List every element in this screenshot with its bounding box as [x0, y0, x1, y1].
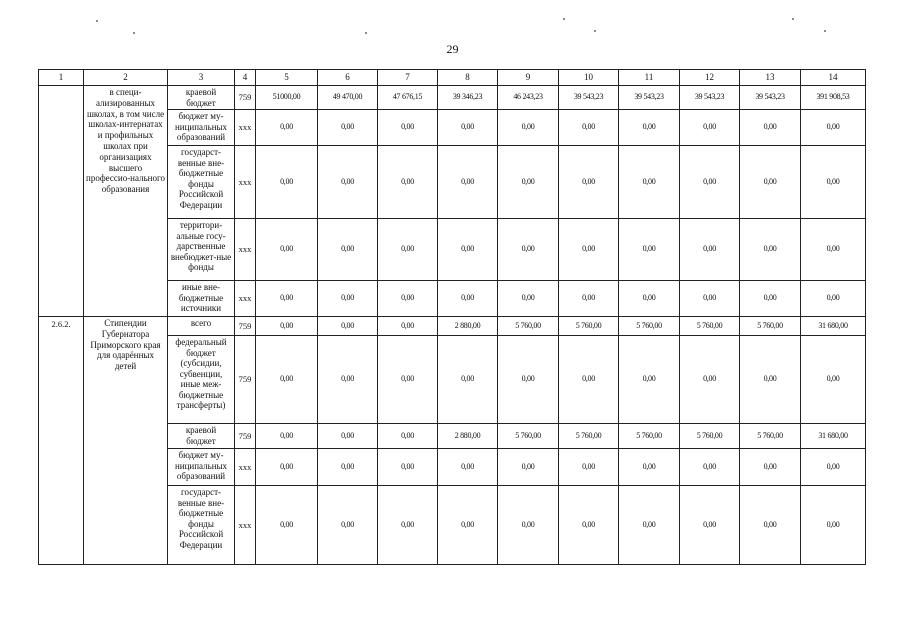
value-cell: 0,00 — [801, 219, 866, 281]
value-cell: 0,00 — [559, 110, 619, 146]
value-cell: 31 680,00 — [801, 317, 866, 336]
table-row — [39, 86, 866, 110]
value-cell: 5 760,00 — [740, 424, 801, 449]
value-cell: 0,00 — [318, 219, 378, 281]
value-cell: 5 760,00 — [559, 317, 619, 336]
column-header: 1 — [39, 70, 84, 86]
value-cell: 0,00 — [740, 110, 801, 146]
value-cell: 0,00 — [438, 486, 498, 565]
value-cell: 39 346,23 — [438, 86, 498, 110]
value-cell: 0,00 — [619, 146, 680, 219]
item-name: в специ-ализированных школах, в том числе школах-интернатах и профильных школах при организациях высшего профессио-нального образования — [84, 86, 168, 317]
value-cell: 0,00 — [318, 146, 378, 219]
column-header: 6 — [318, 70, 378, 86]
budget-code: xxx — [235, 486, 256, 565]
value-cell: 0,00 — [378, 146, 438, 219]
value-cell: 0,00 — [559, 219, 619, 281]
funding-source: краевой бюджет — [168, 86, 235, 110]
funding-source: иные вне-бюджетные источники — [168, 281, 235, 317]
value-cell: 5 760,00 — [619, 317, 680, 336]
column-header: 7 — [378, 70, 438, 86]
value-cell: 51000,00 — [256, 86, 318, 110]
item-number: 2.6.2. — [39, 317, 84, 565]
value-cell: 0,00 — [378, 486, 438, 565]
column-header: 2 — [84, 70, 168, 86]
scan-specks — [0, 12, 905, 42]
value-cell: 5 760,00 — [498, 424, 559, 449]
budget-code: xxx — [235, 219, 256, 281]
value-cell: 0,00 — [256, 110, 318, 146]
value-cell: 391 908,53 — [801, 86, 866, 110]
value-cell: 0,00 — [680, 486, 740, 565]
funding-source: краевой бюджет — [168, 424, 235, 449]
value-cell: 0,00 — [619, 110, 680, 146]
value-cell: 0,00 — [256, 281, 318, 317]
item-number — [39, 86, 84, 317]
value-cell: 0,00 — [740, 486, 801, 565]
value-cell: 0,00 — [498, 219, 559, 281]
value-cell: 5 760,00 — [559, 424, 619, 449]
value-cell: 0,00 — [801, 336, 866, 424]
value-cell: 0,00 — [801, 449, 866, 486]
value-cell: 0,00 — [318, 110, 378, 146]
value-cell: 5 760,00 — [740, 317, 801, 336]
value-cell: 5 760,00 — [498, 317, 559, 336]
value-cell: 0,00 — [256, 146, 318, 219]
table-row — [39, 317, 866, 336]
budget-code: 759 — [235, 336, 256, 424]
value-cell: 0,00 — [680, 110, 740, 146]
value-cell: 0,00 — [619, 486, 680, 565]
value-cell: 0,00 — [498, 336, 559, 424]
value-cell: 0,00 — [559, 336, 619, 424]
value-cell: 0,00 — [318, 486, 378, 565]
value-cell: 39 543,23 — [559, 86, 619, 110]
value-cell: 47 676,15 — [378, 86, 438, 110]
budget-code: xxx — [235, 449, 256, 486]
page-number: 29 — [446, 42, 459, 56]
value-cell: 0,00 — [801, 486, 866, 565]
value-cell: 2 880,00 — [438, 317, 498, 336]
value-cell: 0,00 — [680, 219, 740, 281]
value-cell: 0,00 — [559, 146, 619, 219]
value-cell: 0,00 — [498, 486, 559, 565]
value-cell: 0,00 — [378, 219, 438, 281]
value-cell: 5 760,00 — [680, 424, 740, 449]
value-cell: 0,00 — [256, 336, 318, 424]
value-cell: 0,00 — [680, 449, 740, 486]
value-cell: 0,00 — [378, 424, 438, 449]
column-header: 5 — [256, 70, 318, 86]
value-cell: 0,00 — [619, 219, 680, 281]
value-cell: 39 543,23 — [619, 86, 680, 110]
budget-code: 759 — [235, 424, 256, 449]
value-cell: 46 243,23 — [498, 86, 559, 110]
value-cell: 0,00 — [559, 449, 619, 486]
value-cell: 0,00 — [318, 424, 378, 449]
column-header: 10 — [559, 70, 619, 86]
value-cell: 0,00 — [256, 317, 318, 336]
value-cell: 0,00 — [619, 449, 680, 486]
value-cell: 0,00 — [680, 281, 740, 317]
funding-source: бюджет му-ниципальных образований — [168, 449, 235, 486]
funding-source: государст-венные вне-бюджетные фонды Российской Федерации — [168, 486, 235, 565]
value-cell: 0,00 — [680, 336, 740, 424]
value-cell: 0,00 — [740, 449, 801, 486]
value-cell: 49 470,00 — [318, 86, 378, 110]
column-header: 9 — [498, 70, 559, 86]
value-cell: 0,00 — [498, 281, 559, 317]
value-cell: 0,00 — [740, 281, 801, 317]
budget-code: xxx — [235, 146, 256, 219]
value-cell: 0,00 — [740, 219, 801, 281]
column-header: 11 — [619, 70, 680, 86]
value-cell: 0,00 — [619, 281, 680, 317]
value-cell: 0,00 — [680, 146, 740, 219]
value-cell: 39 543,23 — [680, 86, 740, 110]
value-cell: 0,00 — [378, 281, 438, 317]
value-cell: 0,00 — [438, 449, 498, 486]
value-cell: 0,00 — [801, 146, 866, 219]
header-row — [39, 70, 866, 86]
column-header: 14 — [801, 70, 866, 86]
funding-source: всего — [168, 317, 235, 336]
funding-source: территори-альные госу-дарственные внебюджет-ные фонды — [168, 219, 235, 281]
value-cell: 0,00 — [438, 336, 498, 424]
value-cell: 0,00 — [801, 281, 866, 317]
budget-code: xxx — [235, 281, 256, 317]
value-cell: 31 680,00 — [801, 424, 866, 449]
value-cell: 0,00 — [256, 424, 318, 449]
value-cell: 0,00 — [801, 110, 866, 146]
value-cell: 0,00 — [740, 336, 801, 424]
value-cell: 0,00 — [318, 281, 378, 317]
value-cell: 0,00 — [559, 281, 619, 317]
value-cell: 0,00 — [438, 110, 498, 146]
column-header: 12 — [680, 70, 740, 86]
value-cell: 0,00 — [378, 317, 438, 336]
value-cell: 0,00 — [559, 486, 619, 565]
column-header: 4 — [235, 70, 256, 86]
value-cell: 39 543,23 — [740, 86, 801, 110]
value-cell: 0,00 — [378, 110, 438, 146]
column-header: 8 — [438, 70, 498, 86]
value-cell: 0,00 — [256, 449, 318, 486]
value-cell: 0,00 — [318, 449, 378, 486]
funding-source: бюджет му-ниципальных образований — [168, 110, 235, 146]
value-cell: 0,00 — [619, 336, 680, 424]
value-cell: 0,00 — [498, 110, 559, 146]
budget-code: 759 — [235, 317, 256, 336]
value-cell: 0,00 — [318, 317, 378, 336]
column-header: 13 — [740, 70, 801, 86]
value-cell: 5 760,00 — [680, 317, 740, 336]
value-cell: 0,00 — [378, 449, 438, 486]
column-header: 3 — [168, 70, 235, 86]
funding-source: государст-венные вне-бюджетные фонды Российской Федерации — [168, 146, 235, 219]
value-cell: 0,00 — [438, 281, 498, 317]
value-cell: 0,00 — [740, 146, 801, 219]
budget-code: 759 — [235, 86, 256, 110]
budget-code: xxx — [235, 110, 256, 146]
item-name: Стипендии Губернатора Приморского края для одарённых детей — [84, 317, 168, 565]
value-cell: 0,00 — [256, 219, 318, 281]
value-cell: 0,00 — [256, 486, 318, 565]
value-cell: 0,00 — [438, 146, 498, 219]
budget-table — [38, 69, 866, 565]
value-cell: 5 760,00 — [619, 424, 680, 449]
value-cell: 0,00 — [498, 146, 559, 219]
value-cell: 0,00 — [498, 449, 559, 486]
value-cell: 0,00 — [318, 336, 378, 424]
value-cell: 0,00 — [438, 219, 498, 281]
funding-source: федеральный бюджет (субсидии, субвенции, иные меж-бюджетные трансферты) — [168, 336, 235, 424]
value-cell: 0,00 — [378, 336, 438, 424]
value-cell: 2 880,00 — [438, 424, 498, 449]
